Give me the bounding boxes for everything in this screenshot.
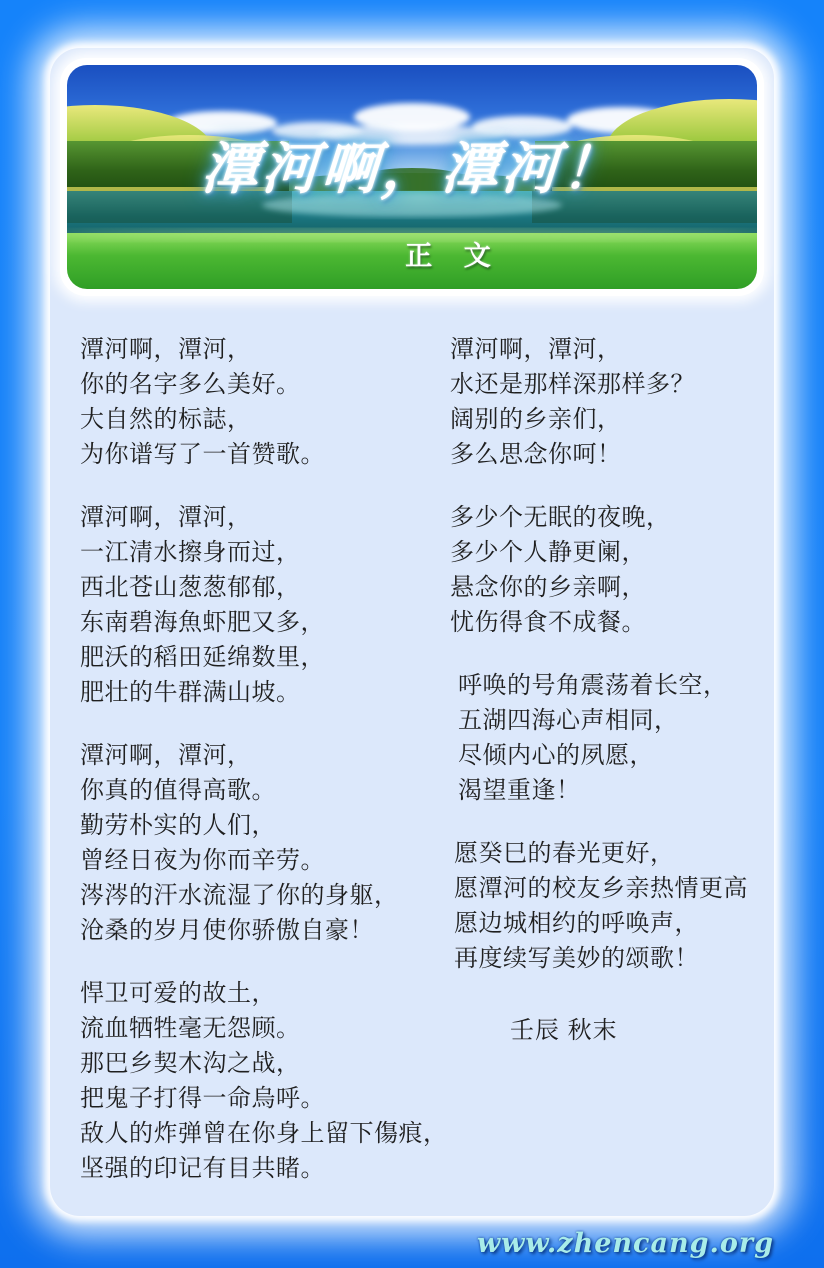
poem-line: 东南碧海魚虾肥又多， [80, 609, 325, 636]
poem-line: 潭河啊，潭河， [80, 504, 252, 531]
poem-title: 潭河啊，潭河！ [199, 137, 625, 200]
poem-line: 再度续写美妙的颂歌！ [454, 945, 699, 972]
poem-line: 肥沃的稻田延绵数里， [80, 644, 325, 671]
poem-line: 那巴乡契木沟之战， [80, 1050, 301, 1077]
poem-line: 多少个人静更阑， [450, 539, 646, 566]
poem-line: 悬念你的乡亲啊， [450, 574, 646, 601]
poem-line: 大自然的标誌， [80, 406, 252, 433]
poem-line: 曾经日夜为你而辛劳。 [80, 847, 325, 874]
poem-line: 肥壮的牛群满山坡。 [80, 679, 301, 706]
poem-line: 阔别的乡亲们， [450, 406, 622, 433]
poem-stanza [80, 332, 448, 472]
poem-line: 沧桑的岁月使你骄傲自豪！ [80, 917, 374, 944]
poem-line: 五湖四海心声相同， [458, 707, 679, 734]
poem-column-left [80, 332, 448, 1214]
poem-line: 坚强的印记有目共睹。 [80, 1155, 325, 1182]
poem-line: 潭河啊，潭河， [450, 336, 622, 363]
poem-stanza [80, 976, 448, 1186]
poem-line: 潭河啊，潭河， [80, 742, 252, 769]
poem-line: 潭河啊，潭河， [80, 336, 252, 363]
poem-line: 把鬼子打得一命烏呼。 [80, 1085, 325, 1112]
site-watermark: www.zhencang.org [476, 1228, 774, 1259]
poem-column-right [450, 332, 748, 1004]
poem-line: 勤劳朴实的人们， [80, 812, 276, 839]
poem-stanza [450, 836, 748, 976]
section-label: 正 文 [405, 241, 503, 271]
poem-line: 悍卫可爱的故土， [80, 980, 276, 1007]
poem-line: 敌人的炸弹曾在你身上留下傷痕， [80, 1120, 448, 1147]
poem-line: 你真的值得高歌。 [80, 777, 276, 804]
poem-signature: 壬辰 秋末 [510, 1017, 618, 1044]
poem-line: 愿癸巳的春光更好， [454, 840, 675, 867]
poem-line: 一江清水擦身而过， [80, 539, 301, 566]
poem-line: 愿潭河的校友乡亲热情更高 [454, 875, 748, 902]
poem-line: 忧伤得食不成餐。 [450, 609, 646, 636]
poem-line: 为你谱写了一首赞歌。 [80, 441, 325, 468]
content-panel [50, 48, 774, 1216]
poem-line: 多少个无眠的夜晚， [450, 504, 671, 531]
poem-line: 流血牺牲毫无怨顾。 [80, 1015, 301, 1042]
poem-stanza [450, 332, 748, 472]
header-photo-frame [60, 58, 764, 296]
poem-line: 你的名字多么美好。 [80, 371, 301, 398]
poem-line: 多么思念你呵！ [450, 441, 622, 468]
poem-line: 涔涔的汗水流湿了你的身躯， [80, 882, 399, 909]
poem-line: 水还是那样深那样多？ [450, 371, 695, 398]
poem-line: 西北苍山葱葱郁郁， [80, 574, 301, 601]
poem-line: 愿边城相约的呼唤声， [454, 910, 699, 937]
poem-stanza [450, 668, 748, 808]
poem-stanza [80, 738, 448, 948]
poem-stanza [450, 500, 748, 640]
poem-stanza [80, 500, 448, 710]
poem-line: 渴望重逢！ [458, 777, 581, 804]
poem-line: 尽倾内心的夙愿， [458, 742, 654, 769]
poem-line: 呼唤的号角震荡着长空， [458, 672, 728, 699]
